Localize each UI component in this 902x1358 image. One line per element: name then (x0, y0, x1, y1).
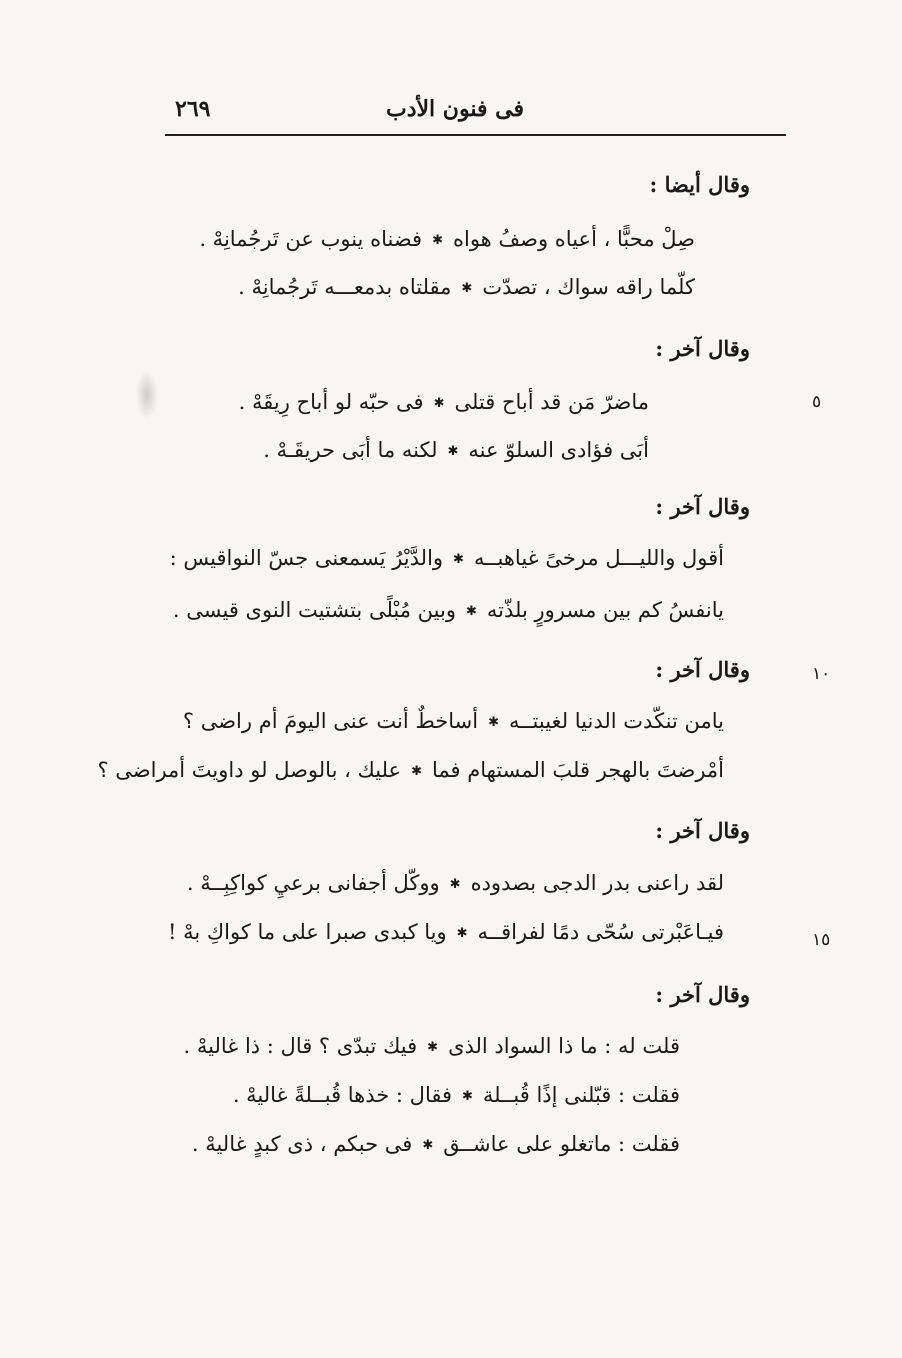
hemistich-separator: ✱ (488, 714, 499, 730)
page-number: ٢٦٩ (175, 96, 211, 122)
line-number-marker: ١٥ (812, 930, 831, 950)
verse-second-hemistich: فى حبكم ، ذى كبدٍ غاليهْ . (191, 1132, 413, 1156)
verse-first-hemistich: أبَى فؤادى السلوّ عنه (468, 438, 649, 462)
verse-first-hemistich: فيـاعَبْرتى سُحّى دمًا لفراقــه (477, 920, 724, 944)
verse-line (239, 387, 649, 417)
verse-first-hemistich: فقلت : قبّلنى إذًا قُبــلة (482, 1083, 680, 1107)
header-rule (165, 134, 786, 136)
verse-first-hemistich: يانفسُ كم بين مسرورٍ بلذّته (486, 598, 724, 622)
verse-second-hemistich: ووكّل أجفانى برعيِ كواكِبِــهْ . (186, 871, 440, 895)
verse-second-hemistich: لكنه ما أبَى حريقَـهْ . (263, 438, 438, 462)
verse-line (183, 706, 724, 736)
verse-line (97, 755, 724, 785)
hemistich-separator: ✱ (462, 1088, 473, 1104)
verse-line (199, 224, 695, 254)
verse-line (170, 543, 724, 573)
verse-second-hemistich: عليك ، بالوصل لو داويتَ أمراضى ؟ (97, 758, 402, 782)
scan-smudge (136, 370, 158, 420)
verse-line (263, 435, 649, 465)
hemistich-separator: ✱ (447, 443, 459, 459)
section-intro: وقال آخر : (655, 336, 750, 361)
verse-line (233, 1080, 680, 1110)
verse-first-hemistich: قلت له : ما ذا السواد الذى (448, 1034, 680, 1058)
verse-line (238, 272, 695, 302)
verse-line (184, 1031, 680, 1061)
hemistich-separator: ✱ (411, 763, 422, 779)
verse-first-hemistich: صِلْ محبًّا ، أعياه وصفُ هواه (452, 227, 695, 251)
verse-line (173, 595, 724, 625)
hemistich-separator: ✱ (456, 925, 468, 941)
hemistich-separator: ✱ (422, 1137, 434, 1153)
verse-second-hemistich: مقلتاه بدمعـــه تَرجُمانِهْ . (238, 275, 452, 299)
verse-second-hemistich: فضناه ينوب عن تَرجُمانِهْ . (199, 227, 423, 251)
verse-second-hemistich: فى حبّه لو أباح رِيقَهْ . (238, 390, 424, 414)
verse-second-hemistich: فقال : خذها قُبــلةً غاليهْ . (232, 1083, 452, 1107)
running-title: فى فنون الأدب (385, 96, 524, 122)
verse-second-hemistich: والدَّيْرُ يَسمعنى جسّ النواقيس : (169, 546, 444, 570)
verse-first-hemistich: لقد راعنى بدر الدجى بصدوده (470, 871, 724, 895)
verse-first-hemistich: أمْرضتَ بالهجر قلبَ المستهام فما (431, 758, 724, 782)
hemistich-separator: ✱ (461, 280, 473, 296)
verse-first-hemistich: فقلت : ماتغلو على عاشــق (443, 1132, 680, 1156)
verse-second-hemistich: وبين مُبْلًى بتشتيت النوى قيسى . (172, 598, 456, 622)
section-intro: وقال آخر : (655, 494, 750, 519)
verse-second-hemistich: ويا كبدى صبرا على ما كواكِ بهْ ! (167, 920, 447, 944)
verse-first-hemistich: ماضرّ مَن قد أباح قتلى (454, 390, 649, 414)
verse-first-hemistich: يامن تنكّدت الدنيا لغيبتــه (508, 709, 724, 733)
verse-line (187, 868, 724, 898)
verse-second-hemistich: فيك تبدّى ؟ قال : ذا غاليهْ . (183, 1034, 418, 1058)
section-intro: وقال آخر : (655, 818, 750, 843)
section-intro: وقال أيضا : (649, 172, 750, 197)
hemistich-separator: ✱ (427, 1039, 439, 1055)
section-intro: وقال آخر : (655, 982, 750, 1007)
section-intro: وقال آخر : (655, 657, 750, 682)
verse-first-hemistich: أقول والليـــل مرخىً غياهبــه (473, 546, 724, 570)
hemistich-separator: ✱ (453, 551, 464, 567)
verse-first-hemistich: كلّما راقه سواك ، تصدّت (482, 275, 695, 299)
line-number-marker: ٥ (812, 392, 822, 412)
hemistich-separator: ✱ (433, 395, 445, 411)
verse-line (192, 1129, 680, 1159)
hemistich-separator: ✱ (465, 603, 477, 619)
hemistich-separator: ✱ (432, 232, 443, 248)
verse-second-hemistich: أساخطٌ أنت عنى اليومَ أم راضى ؟ (182, 709, 479, 733)
verse-line (168, 917, 724, 947)
hemistich-separator: ✱ (449, 876, 461, 892)
line-number-marker: ١٠ (812, 664, 831, 684)
